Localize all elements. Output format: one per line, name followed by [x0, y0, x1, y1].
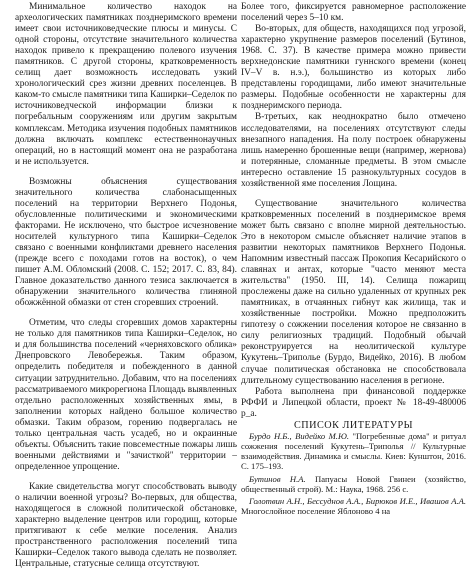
paragraph-military-threat: Какие свидетельства могут способствовать выводу о наличии военной угрозы? Во-первых, для общества, находящегося в сложной политической обстановке, характерно выделение центров или городищ, которые притягивают к себе мелкие поселения. Анализ пространственного расположения поселений типа Каширки–Седелок такого вывода сделать не позволяет. Центральные, статусные селища отсутствуют. [15, 481, 237, 570]
left-column [15, 2, 237, 570]
reference-item [241, 474, 466, 494]
right-column [241, 2, 466, 518]
references-heading: СПИСОК ЛИТЕРАТУРЫ [293, 419, 414, 431]
reference-item [241, 496, 466, 516]
reference-text: "Погребенные дома" и ритуал сожжения поселений Кукутень–Триполья // Культурные взаимодействия. Динамика и смыслы. Киев: Кунштон, 2016. С. 175–193. [241, 430, 466, 472]
paragraph-secondly: Во-вторых, для обществ, находящихся под угрозой, характерно укрупнение размеров поселений (Бутинов, 1968. С. 37). В качестве примера можно привести верхнедонские памятники гуннского времени (конец IV–V в. н.э.), большинство из которых либо представлены городищами, либо имеют значительные размеры. Подобные особенности не характерны для позднеримского периода. [241, 24, 466, 112]
reference-author: Голотвин А.Н., Бессуднов А.А., Бирюков И.Е., Ивашов А.А. [249, 496, 466, 506]
references-list [241, 431, 466, 517]
reference-author: Бурдо Н.Б., Видейко М.Ю. [249, 430, 349, 441]
reference-text: Многослойное поселение Яблоново 4 на [241, 506, 391, 517]
paragraph-funding: Работа выполнена при финансовой поддержке РФФИ и Липецкой области, проект № 18-49-480006 р_а. [241, 386, 466, 419]
reference-author: Бутинов Н.А. [249, 473, 306, 484]
paragraph-burned-houses: Отметим, что следы сгоревших домов характерны не только для памятников типа Каширки–Седелок, но и для большинства поселений «черняховского облика» Днепровского Левобережья. Таким образом, определить победителя и побежденного в данной ситуации затруднительно. Добавим, что на поселениях рассматриваемого микрорегиона Площадь выявленных отдельно расположенных хозяйственных ямы, в заполнении которых найдено большое количество обмазки. Таким образом, горению подвергалась не только центральная часть усадеб, но и окраинные объекты. Объяснить такие повсеместные пожары лишь военными действиями и "зачисткой" территории – определенное упрощение. [15, 318, 237, 472]
reference-text: Папуасы Новой Гвинеи (хозяйство, общественный строй). М.: Наука, 1968. 256 с. [241, 473, 466, 494]
paragraph-continuation: Более того, фиксируется равномерное расположение поселений через 5–10 км. [241, 2, 466, 24]
paragraph-thirdly: В-третьих, как неоднократно было отмечено исследователями, на поселениях отсутствуют следы внезапного нападения. На полу построек обнаружены лишь намеренно брошенные вещи (например, жернова) и потерянные, сломанные предметы. В этом смысле интересно оставление 15 разнокультурных сосудов в хозяйственной яме поселения Лощина. [241, 112, 466, 189]
paragraph-explanations: Возможны объяснения существования значительного количества слабонасыщенных поселений на территории Верхнего Подонья, обусловленные политическими и экономическими факторами. Не исключено, что быстрое исчезновение носителей культурного типа Каширки–Седелок связано с военными конфликтами древнего населения (прежде всего с походами готов на восток), о чем пишет А.М. Обломский (2008. С. 152; 2017. С. 83, 84). Главное доказательство данного тезиса заключается в обнаружении значительного количества глиняной обожжённой обмазки от стен сгоревших строений. [15, 176, 237, 309]
paragraph-peaceful-activity: Существование значительного количества кратковременных поселений в позднеримское время может быть связано с вполне мирной деятельностью. Это в некотором смысле объясняет наличие этапов в развитии некоторых памятников Верхнего Подонья. Напомним известный пассаж Прокопия Кесарийского о славянах и антах, которые "часто меняют места жительства" (1950. III, 14). Селища пожарищ прослежены даже на сильно удаленных от крупных рек памятниках, в отчаянных гибнут как жилища, так и хозяйственные постройки. Можно предположить гипотезу о сожжении поселения которое не связанно в силу религиозных традиций. Подобный обычай реконструируется на неолитической культуре Кукутень–Триполье (Бурдо, Видейко, 2016). В любом случае политическая обстановка не способствовала длительному существованию населения в регионе. [241, 198, 466, 386]
reference-item [241, 431, 466, 472]
paragraph-source-study: Минимальное количество находок на археологических памятниках позднеримского времени имеет свои источниковедческие плюсы и минусы. С одной стороны, отсутствие значительного количества находок привело к прекращению полевого изучения памятников. С другой стороны, кратковременность селищ дает возможность исследовать узкий хронологический срез жизни древних поселенцев. В каком-то смысле памятники типа Каширки–Седелок по источниковедческой информации близки к погребальным сооружениям или другим закрытым комплексам. Методика изучения подобных памятников должна включать комплекс естественнонаучных операций, но в настоящий момент она не разработана и не используется. [15, 2, 237, 167]
